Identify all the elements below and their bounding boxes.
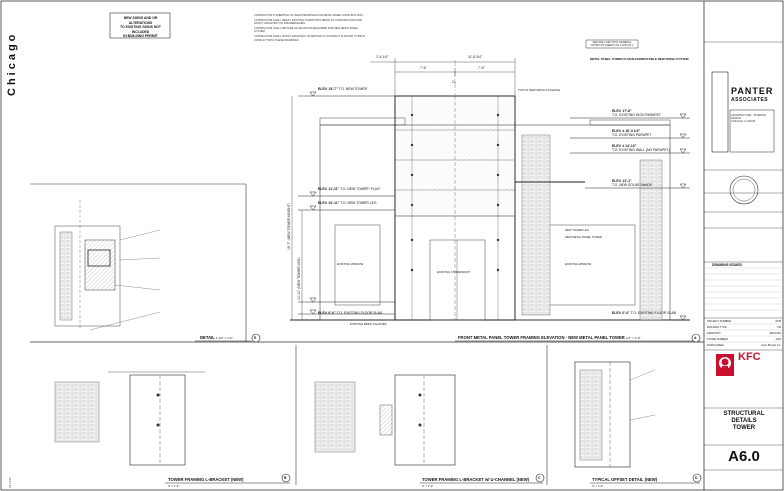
info-row: STORE NUMBER J106 bbox=[707, 338, 781, 341]
contractor-note: CONTRACTOR SHALL NOTIFY ARCHITECT IN WRITING IF CONTRACT IS FOUND TO BE IN CONFLICT WITH THESE DRAWINGS. bbox=[254, 35, 365, 42]
dim-tower-leg: 10'-11" (NEW TOWER LEG) bbox=[297, 257, 301, 300]
firm-line-2: CHICAGO, ILLINOIS bbox=[731, 120, 756, 123]
elev-tower-leg: ELEV. 10'-11" T.O. NEW TOWER LEG bbox=[318, 201, 377, 205]
callout-centerline: CL bbox=[452, 80, 457, 84]
city-label: Chicago bbox=[6, 31, 18, 96]
detail-letter-b: B bbox=[284, 476, 287, 480]
detail-title-offset: TYPICAL OFFSET DETAIL (NEW) bbox=[592, 477, 658, 482]
notice-line-1: NEW SIGNS AND OR ALTERATIONS bbox=[123, 16, 158, 25]
firm-name-2: ASSOCIATES bbox=[731, 97, 769, 103]
detail-letter-c: C bbox=[538, 476, 541, 480]
dim-top-c: 7'-6" bbox=[420, 66, 427, 70]
elev-floor-slab-right: ELEV. 0'-0" T.O. EXISTING FLOOR SLAB bbox=[612, 311, 676, 315]
contractor-notes bbox=[254, 14, 366, 66]
firm-line-1: ARCHITECTURE · INTERIOR DESIGN bbox=[731, 114, 767, 121]
info-row: BUILDING TYPE V-B bbox=[707, 326, 781, 329]
contractor-note: CONTRACTOR'S SUBMITTAL OF SHOP DRAWINGS FOR METAL PANEL CONSTRUCTION. bbox=[254, 14, 364, 17]
info-row: FRANCHISEE Apex Brands Inc. bbox=[707, 344, 781, 347]
dim-top-a: 2'-6 1/4" bbox=[376, 55, 389, 59]
sheet-title bbox=[706, 411, 782, 432]
contractor-note: CONTRACTOR SHALL VERIFY EXISTING CONDITIONS PRIOR TO CONSTRUCTION AND NOTIFY ARCHITECT OF DISCREPANCIES. bbox=[254, 19, 362, 26]
detail-title-lbracket: TOWER FRAMING L-BRACKET (NEW) bbox=[168, 477, 244, 482]
permit-notice bbox=[113, 16, 168, 39]
detail-letter-e: E bbox=[254, 336, 257, 340]
elev-new-tower: ELEV. 19'-7" T.O. NEW TOWER bbox=[318, 87, 368, 91]
notice-line-3: IN BUILDING PERMIT bbox=[123, 34, 158, 39]
drawing-issued-label: DRAWING ISSUED bbox=[712, 263, 742, 267]
firm-name-1: PANTER bbox=[731, 86, 774, 96]
scale-lbracket: 3" = 1'-0" bbox=[168, 484, 180, 488]
detail-letter-a: A bbox=[694, 336, 697, 340]
info-row: DRAWN BY JRG/CMS bbox=[707, 332, 781, 335]
wall-section-note: SEE WALL SECTION, GENERAL NOTES ON SHEETS A0.0 AND A0.1 bbox=[590, 41, 634, 48]
detail-title-uchannel: TOWER FRAMING L-BRACKET w/ U-CHANNEL (NEW) bbox=[422, 477, 530, 482]
elev-solar-shade: ELEV. 12'-1" T.O. NEW SOLAR SHADE bbox=[612, 179, 653, 187]
elev-floor-slab: ELEV. 0'-0" T.O. EXISTING FLOOR SLAB bbox=[318, 311, 382, 315]
notice-line-2: TO EXISTING SIGNS NOT INCLUDED bbox=[119, 25, 161, 34]
sheet-title-line: TOWER bbox=[732, 425, 756, 431]
scale-uchannel: 3" = 1'-0" bbox=[422, 484, 434, 488]
metal-panel-note: METAL PANEL TOWER IS NON-COMBUSTIBLE NEW FINISH SYSTEM bbox=[590, 58, 689, 61]
info-row: PROJECT NUMBER 1036 bbox=[707, 320, 781, 323]
elev-high-parapet: ELEV. 17'-6" T.O. EXISTING HIGH PARAPET bbox=[612, 109, 661, 117]
sheet-id-vertical: A6.0 KFC bbox=[9, 476, 12, 488]
callout-existing-window-right: EXISTING WINDOW bbox=[565, 262, 592, 266]
callout-storefront: EXISTING STOREFRONT bbox=[437, 270, 471, 274]
detail-letter-d: D bbox=[695, 476, 698, 480]
elev-tower-flag: ELEV. 11'-11" T.O. NEW TOWER "FLAG" bbox=[318, 187, 381, 191]
project-info-table bbox=[707, 319, 781, 349]
detail-title-elevation: FRONT METAL PANEL TOWER FRAMING ELEVATION - NEW METAL PANEL TOWER 1/4" = 1'-0" bbox=[458, 335, 641, 340]
elev-existing-wall: ELEV. ± 14'-10" T.O. EXISTING WALL (NO PARAPET) bbox=[612, 144, 670, 152]
sheet-title-line: STRUCTURAL bbox=[723, 411, 765, 417]
sheet-number: A6.0 bbox=[728, 448, 760, 465]
elev-parapet: ELEV. ± 16'-3 1/2" T.O. EXISTING PARAPET bbox=[612, 129, 652, 137]
callout-existing-window: EXISTING WINDOW bbox=[337, 262, 364, 266]
dim-top-b: 11'-8 3/4" bbox=[468, 55, 483, 59]
callout-flashing: TOP OF NEW METAL FLASHING bbox=[518, 88, 561, 92]
brand-logo-text: KFC bbox=[738, 351, 761, 363]
detail-title-main: DETAIL 1 1/2" = 1'-0" bbox=[200, 335, 234, 340]
callout-brick-pilaster: EXISTING BRICK PILASTER bbox=[350, 322, 387, 326]
callout-tower-leg: NEW TOWER LEG bbox=[565, 228, 589, 232]
dim-tower-height: 19'-7" (NEW TOWER HEIGHT) bbox=[287, 203, 291, 250]
sheet-title-line: DETAILS bbox=[731, 418, 757, 424]
scale-offset: 3" = 1'-0" bbox=[592, 484, 604, 488]
callout-metal-panel: NEW METAL PANEL TOWER bbox=[565, 235, 603, 239]
contractor-note: CONTRACTOR SHALL PROVIDE ALL BLOCKING REQUIRED FOR NEW METAL PANEL SYSTEM. bbox=[254, 27, 359, 34]
dim-top-d: 7'-6" bbox=[478, 66, 485, 70]
